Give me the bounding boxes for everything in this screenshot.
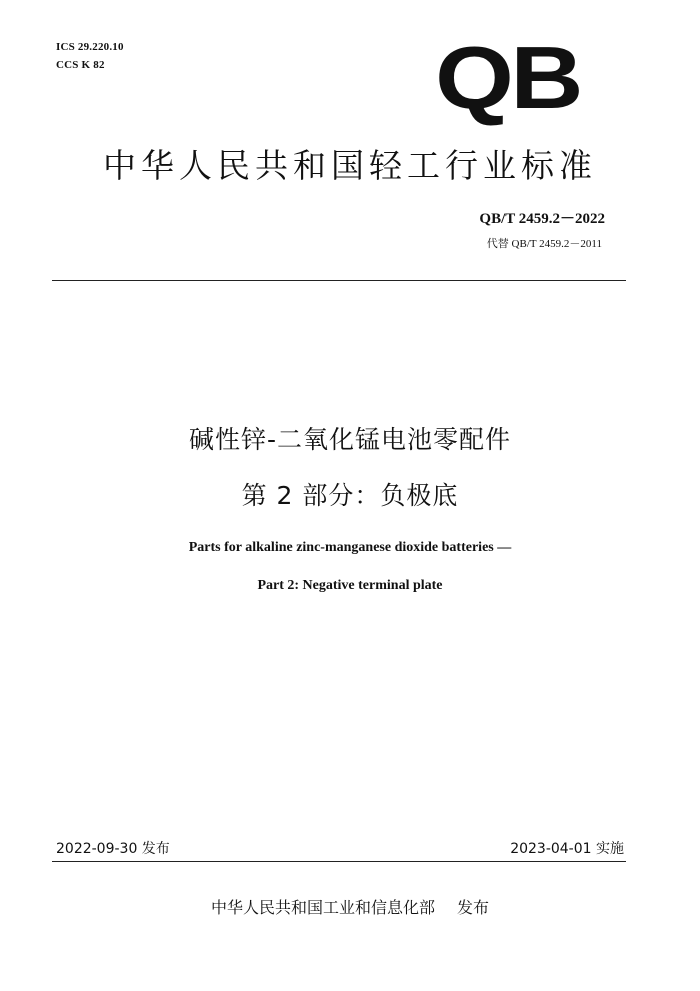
header-divider (52, 280, 626, 281)
title-chinese-line-2: 第 2 部分：负极底 (241, 481, 459, 510)
title-english-line-1: Parts for alkaline zinc-manganese dioxide batteries — (188, 540, 512, 555)
replaces-standard: 代替 QB/T 2459.2－2011 (486, 238, 602, 250)
footer-divider (52, 861, 626, 862)
standard-category-title: 中华人民共和国轻工行业标准 (103, 146, 597, 185)
title-chinese-line-1: 碱性锌-二氧化锰电池零配件 (188, 425, 512, 454)
issuer-action: 发布 (457, 898, 490, 917)
title-english-line-2: Part 2: Negative terminal plate (257, 578, 443, 593)
qb-logo: QB (435, 28, 580, 127)
standard-number: QB/T 2459.2－2022 (479, 211, 605, 227)
ccs-code: CCS K 82 (56, 59, 105, 71)
issuer-name: 中华人民共和国工业和信息化部 (210, 898, 435, 917)
issuer-line (0, 895, 700, 918)
issue-date: 2022-09-30 发布 (56, 841, 170, 857)
implementation-date: 2023-04-01 实施 (510, 841, 624, 857)
ics-code: ICS 29.220.10 (56, 41, 124, 53)
